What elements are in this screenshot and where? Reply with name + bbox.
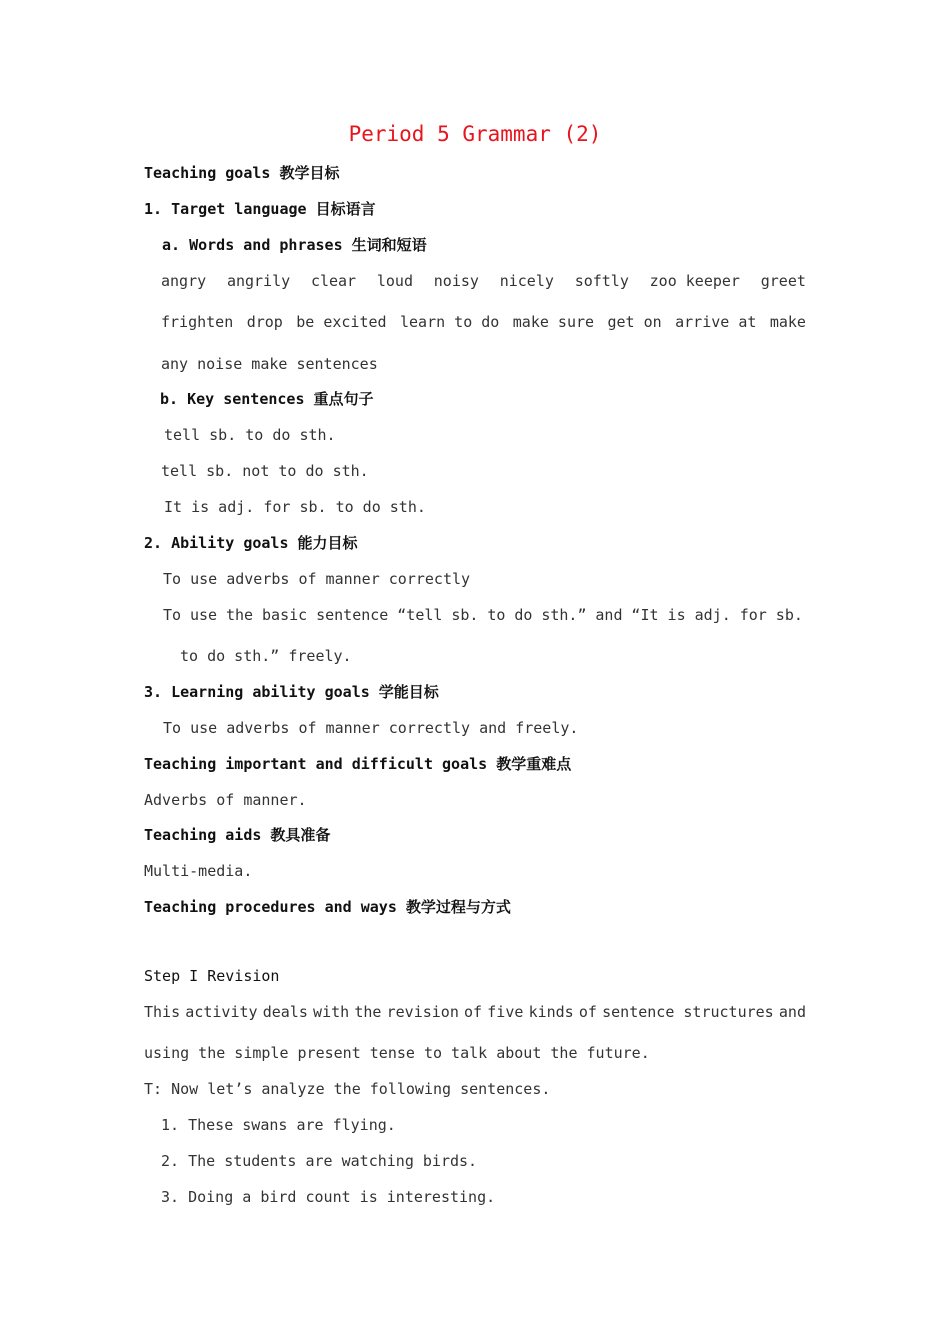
text-fragment: basic (262, 606, 308, 624)
text-fragment: of (464, 1003, 483, 1021)
text-fragment: the (226, 606, 254, 624)
teaching-aids-text: Multi-media. (144, 862, 253, 880)
heading-learning-ability-goals: 3. Learning ability goals 学能目标 (144, 683, 439, 701)
vocab-word: softly (574, 272, 629, 290)
vocabulary-line-1 (161, 271, 806, 291)
text-fragment: and (595, 606, 623, 624)
vocab-word: frighten (161, 313, 234, 331)
vocab-word: get on (607, 313, 662, 331)
vocab-word: angrily (226, 272, 291, 290)
text-fragment: sb. (451, 606, 479, 624)
vocab-word: angry (161, 272, 207, 290)
text-fragment: “It is adj. (631, 606, 731, 624)
vocab-word: make (769, 313, 806, 331)
vocab-word: clear (310, 272, 357, 290)
ability-goal-item-2-line-2: to do sth.” freely. (180, 647, 352, 665)
vocab-word: arrive at (675, 313, 757, 331)
text-fragment: sentence structures (602, 1003, 774, 1021)
ability-goal-item: To use adverbs of manner correctly (163, 570, 471, 588)
key-sentence: It is adj. for sb. to do sth. (164, 498, 426, 516)
text-fragment: of (578, 1003, 597, 1021)
heading-target-language: 1. Target language 目标语言 (144, 200, 376, 218)
vocab-word: drop (246, 313, 283, 331)
heading-teaching-procedures: Teaching procedures and ways 教学过程与方式 (144, 898, 511, 916)
heading-key-sentences: b. Key sentences 重点句子 (160, 390, 374, 408)
heading-ability-goals: 2. Ability goals 能力目标 (144, 534, 358, 552)
vocab-word: loud (376, 272, 413, 290)
text-fragment: activity (185, 1003, 258, 1021)
text-fragment: revision (386, 1003, 459, 1021)
teacher-prompt: T: Now let’s analyze the following sentences. (144, 1080, 551, 1098)
text-fragment: To (163, 606, 182, 624)
vocabulary-line-2 (161, 312, 806, 332)
key-sentence: tell sb. not to do sth. (161, 462, 369, 480)
text-fragment: to (487, 606, 506, 624)
learning-ability-goal-item: To use adverbs of manner correctly and freely. (163, 719, 579, 737)
text-fragment: This (144, 1003, 181, 1021)
vocab-word: be excited (296, 313, 387, 331)
heading-words-and-phrases: a. Words and phrases 生词和短语 (162, 236, 427, 254)
text-fragment: five (487, 1003, 524, 1021)
text-fragment: do (514, 606, 533, 624)
text-fragment: the (354, 1003, 382, 1021)
heading-important-difficult-goals: Teaching important and difficult goals 教学重难点 (144, 755, 572, 773)
vocab-word: nicely (499, 272, 554, 290)
step-1-description-line-1 (144, 1002, 806, 1022)
text-fragment: sentence (316, 606, 389, 624)
text-fragment: and (778, 1003, 806, 1021)
text-fragment: kinds (528, 1003, 574, 1021)
important-goals-text: Adverbs of manner. (144, 791, 307, 809)
example-sentence: 2. The students are watching birds. (161, 1152, 478, 1170)
step-1-description-line-2: using the simple present tense to talk about the future. (144, 1044, 650, 1062)
text-fragment: for sb. (739, 606, 803, 624)
vocab-word: greet (760, 272, 806, 290)
example-sentence: 1. These swans are flying. (161, 1116, 396, 1134)
key-sentence: tell sb. to do sth. (164, 426, 336, 444)
vocab-word: learn to do (400, 313, 500, 331)
text-fragment: “tell (397, 606, 443, 624)
ability-goal-item-2-line-1 (163, 605, 803, 625)
text-fragment: use (189, 606, 218, 624)
text-fragment: deals (262, 1003, 308, 1021)
vocabulary-line-3: any noise make sentences (161, 355, 378, 373)
vocab-word: make sure (512, 313, 595, 331)
heading-teaching-aids: Teaching aids 教具准备 (144, 826, 331, 844)
vocab-word: zoo keeper (649, 272, 740, 290)
heading-step-1: Step I Revision (144, 967, 280, 985)
page-title: Period 5 Grammar (2) (348, 122, 602, 146)
heading-teaching-goals: Teaching goals 教学目标 (144, 164, 340, 182)
vocab-word: noisy (433, 272, 479, 290)
text-fragment: sth.” (541, 606, 587, 624)
example-sentence: 3. Doing a bird count is interesting. (161, 1188, 496, 1206)
text-fragment: with (313, 1003, 350, 1021)
